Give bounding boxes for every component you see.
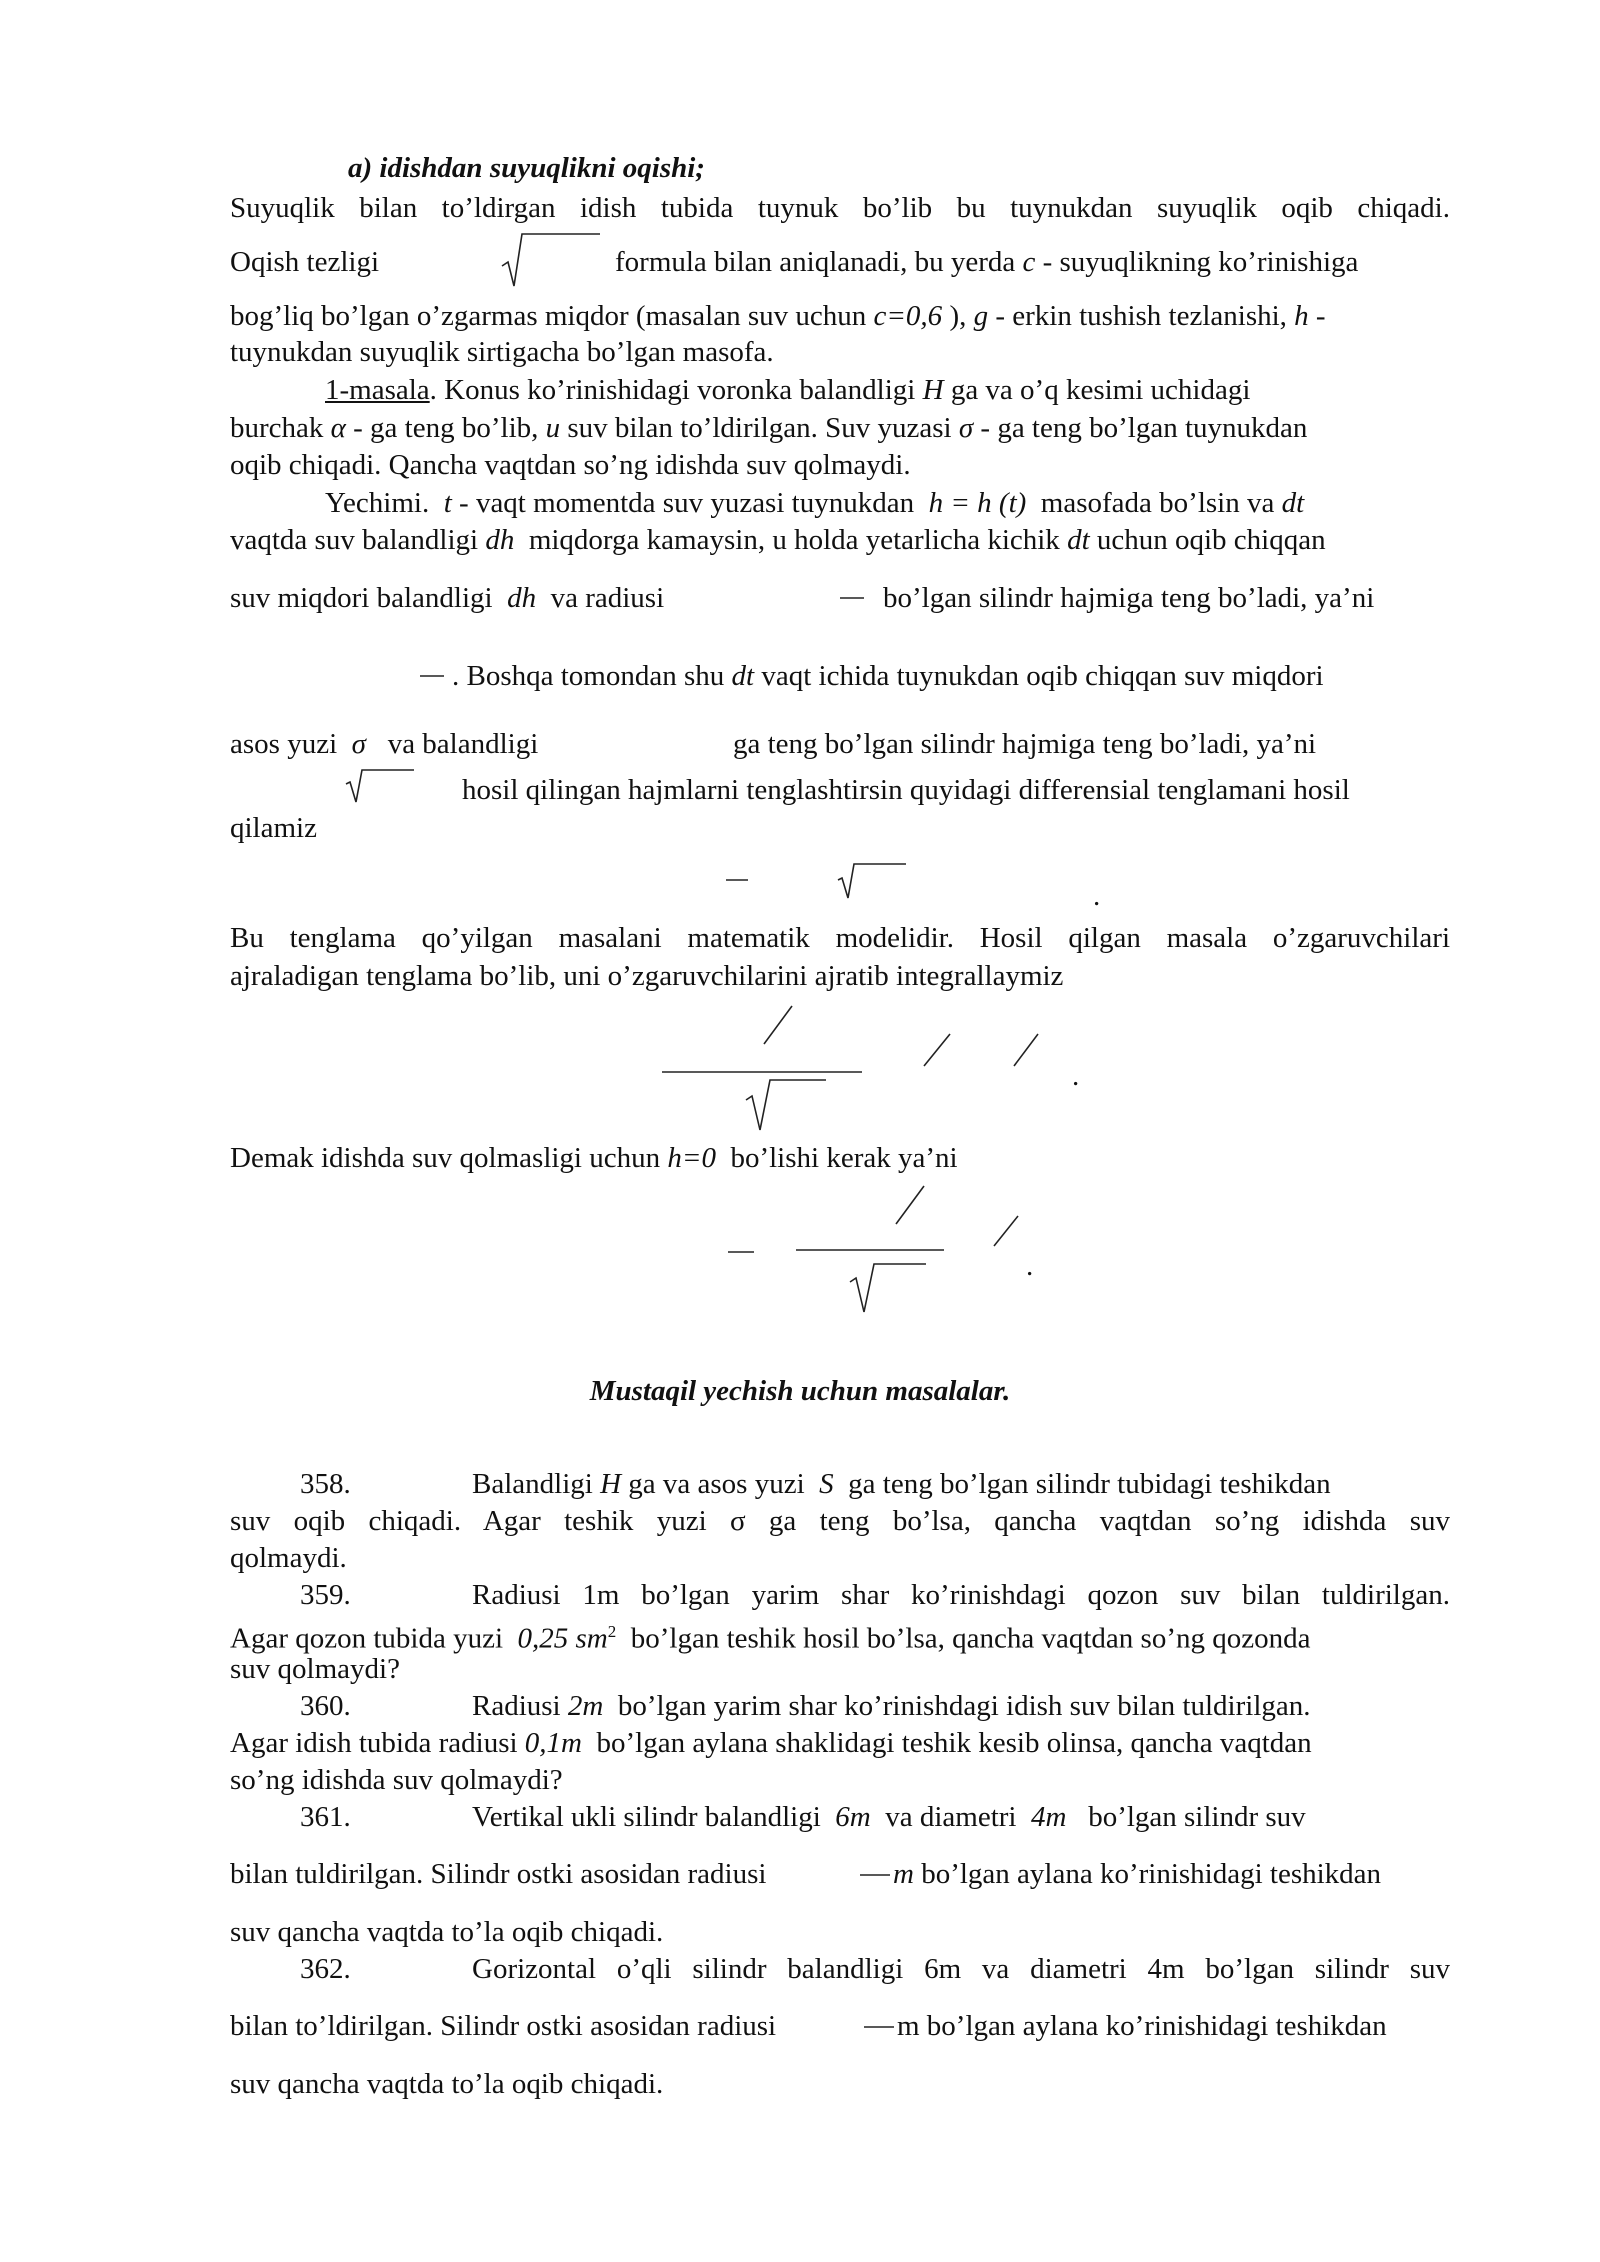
- fraction-bar: [420, 674, 446, 680]
- text-line: Yechimi. t - vaqt momentda suv yuzasi tuynukdan h = h (t) masofada bo’lsin va dt: [325, 487, 1305, 519]
- text-line: Demak idishda suv qolmasligi uchun h=0 bo’lishi kerak ya’ni: [230, 1142, 958, 1174]
- equation-period: .: [1026, 1250, 1034, 1282]
- text-line: Bu tenglama qo’yilgan masalani matematik modelidir. Hosil qilgan masala o’zgaruvchilari: [230, 922, 1450, 954]
- text-line: burchak α - ga teng bo’lib, u suv bilan to’ldirilgan. Suv yuzasi σ - ga teng bo’lgan tuynukdan: [230, 412, 1308, 444]
- fraction-bar: [860, 1873, 894, 1879]
- text-line: suv qolmaydi?: [230, 1653, 400, 1685]
- text-line: Radiusi 2m bo’lgan yarim shar ko’rinishdagi idish suv bilan tuldirilgan.: [472, 1690, 1311, 1722]
- text-line-part: bo’lgan silindr hajmiga teng bo’ladi, ya’ni: [883, 582, 1375, 614]
- text-line-part: bilan tuldirilgan. Silindr ostki asosidan radiusi: [230, 1858, 767, 1890]
- text-line: tuynukdan suyuqlik sirtigacha bo’lgan masofa.: [230, 336, 774, 368]
- problem-label: 1-masala: [325, 374, 430, 406]
- text-line: qolmaydi.: [230, 1542, 347, 1574]
- exercise-number: 359.: [300, 1579, 351, 1611]
- exercise-number: 358.: [300, 1468, 351, 1500]
- equation-period: .: [1093, 880, 1101, 912]
- integral-formula-fragment: [660, 1000, 1070, 1140]
- time-formula-fragment: [726, 1180, 1026, 1320]
- text-line-part: formula bilan aniqlanadi, bu yerda c - suyuqlikning ko’rinishiga: [615, 246, 1359, 278]
- fraction-bar: [864, 2025, 898, 2031]
- text-line: so’ng idishda suv qolmaydi?: [230, 1764, 563, 1796]
- text-line: suv qancha vaqtda to’la oqib chiqadi.: [230, 1916, 664, 1948]
- sqrt-formula-fragment: [836, 860, 910, 902]
- equation-period: .: [1072, 1060, 1080, 1092]
- text-line-part: suv miqdori balandligi dh va radiusi: [230, 582, 665, 614]
- text-line-part: . Boshqa tomondan shu dt vaqt ichida tuynukdan oqib chiqqan suv miqdori: [452, 660, 1324, 692]
- text-line: Suyuqlik bilan to’ldirgan idish tubida tuynuk bo’lib bu tuynukdan suyuqlik oqib chiqadi.: [230, 192, 1450, 224]
- exercise-number: 362.: [300, 1953, 351, 1985]
- section-heading: a) idishdan suyuqlikni oqishi;: [348, 152, 705, 184]
- exercise-number: 361.: [300, 1801, 351, 1833]
- text-line: Agar qozon tubida yuzi 0,25 $sm^2$ bo’lgan teshik hosil bo’lsa, qancha vaqtdan so’ng qozonda: [230, 1622, 1311, 1655]
- text-line: suv oqib chiqadi. Agar teshik yuzi σ ga teng bo’lsa, qancha vaqtdan so’ng idishda suv: [230, 1505, 1450, 1537]
- text-line-part: m bo’lgan aylana ko’rinishidagi teshikdan: [897, 2010, 1387, 2042]
- sqrt-formula-fragment: [500, 230, 604, 290]
- text-line: oqib chiqadi. Qancha vaqtdan so’ng idishda suv qolmaydi.: [230, 449, 911, 481]
- text-line: Radiusi 1m bo’lgan yarim shar ko’rinishdagi qozon suv bilan tuldirilgan.: [472, 1579, 1450, 1611]
- fraction-bar: [726, 878, 752, 884]
- text-line: Oqish tezligi: [230, 246, 380, 278]
- text-line: vaqtda suv balandligi dh miqdorga kamaysin, u holda yetarlicha kichik dt uchun oqib chiqqan: [230, 524, 1326, 556]
- text-line: bog’liq bo’lgan o’zgarmas miqdor (masalan suv uchun c=0,6 ), g - erkin tushish tezlanishi, h -: [230, 300, 1326, 332]
- text-line: 1-masala. Konus ko’rinishidagi voronka balandligi H ga va o’q kesimi uchidagi: [325, 374, 1251, 406]
- text-line-part: asos yuzi σ va balandligi: [230, 728, 539, 760]
- text-line-part: bilan to’ldirilgan. Silindr ostki asosidan radiusi: [230, 2010, 777, 2042]
- text-line: ajraladigan tenglama bo’lib, uni o’zgaruvchilarini ajratib integrallaymiz: [230, 960, 1064, 992]
- fraction-bar: [840, 596, 866, 602]
- text-line: qilamiz: [230, 812, 317, 844]
- text-line: suv qancha vaqtda to’la oqib chiqadi.: [230, 2068, 664, 2100]
- exercise-number: 360.: [300, 1690, 351, 1722]
- text-line-part: hosil qilingan hajmlarni tenglashtirsin quyidagi differensial tenglamani hosil: [462, 774, 1350, 806]
- text-line: Vertikal ukli silindr balandligi 6m va diametri 4m bo’lgan silindr suv: [472, 1801, 1306, 1833]
- text-line-part: ga teng bo’lgan silindr hajmiga teng bo’ladi, ya’ni: [733, 728, 1317, 760]
- text-line: Gorizontal o’qli silindr balandligi 6m va diametri 4m bo’lgan silindr suv: [472, 1953, 1450, 1985]
- text-line: Balandligi H ga va asos yuzi S ga teng bo’lgan silindr tubidagi teshikdan: [472, 1468, 1331, 1500]
- sqrt-formula-fragment: [344, 766, 418, 806]
- exercises-heading: Mustaqil yechish uchun masalalar.: [589, 1375, 1011, 1407]
- text-line: Agar idish tubida radiusi 0,1m bo’lgan aylana shaklidagi teshik kesib olinsa, qancha vaqtdan: [230, 1727, 1312, 1759]
- text-line-part: m bo’lgan aylana ko’rinishidagi teshikdan: [893, 1858, 1382, 1890]
